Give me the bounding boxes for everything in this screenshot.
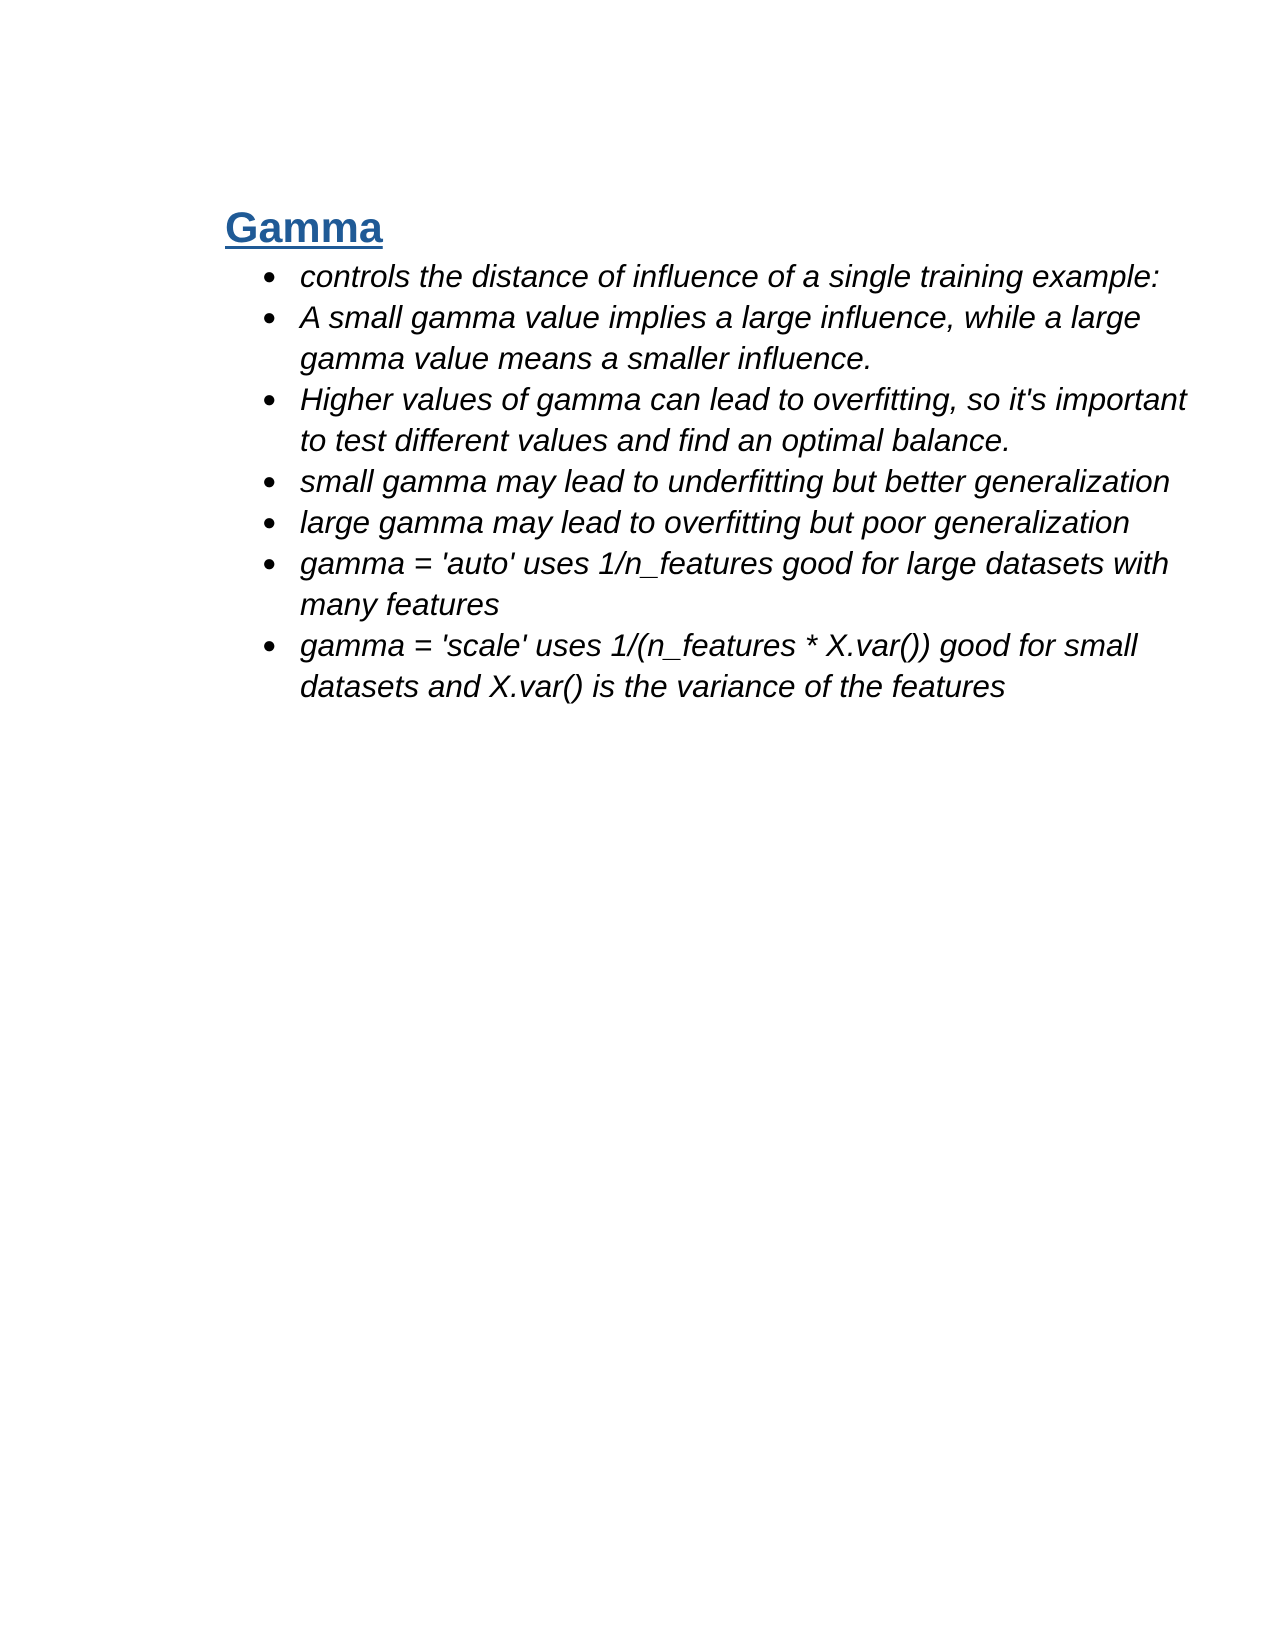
bullet-icon: ● bbox=[262, 550, 277, 577]
list-item bbox=[262, 625, 1220, 707]
bullet-list bbox=[262, 256, 1220, 707]
list-item bbox=[262, 502, 1220, 543]
list-item bbox=[262, 543, 1220, 625]
list-item bbox=[262, 256, 1220, 297]
page-title: Gamma bbox=[225, 204, 383, 252]
list-item-text: Higher values of gamma can lead to overfitting, so it's important to test different values and find an optimal balance. bbox=[300, 381, 1187, 458]
list-item-text: A small gamma value implies a large influence, while a large gamma value means a smaller influence. bbox=[300, 299, 1141, 376]
list-item-text: large gamma may lead to overfitting but poor generalization bbox=[300, 504, 1130, 540]
list-item-text: gamma = 'scale' uses 1/(n_features * X.var()) good for small datasets and X.var() is the variance of the features bbox=[300, 627, 1138, 704]
bullet-icon: ● bbox=[262, 509, 277, 536]
list-item bbox=[262, 297, 1220, 379]
bullet-icon: ● bbox=[262, 632, 277, 659]
bullet-icon: ● bbox=[262, 386, 277, 413]
bullet-icon: ● bbox=[262, 304, 277, 331]
list-item bbox=[262, 379, 1220, 461]
list-item bbox=[262, 461, 1220, 502]
list-item-text: small gamma may lead to underfitting but better generalization bbox=[300, 463, 1171, 499]
list-item-text: controls the distance of influence of a single training example: bbox=[300, 258, 1160, 294]
bullet-icon: ● bbox=[262, 263, 277, 290]
bullet-icon: ● bbox=[262, 468, 277, 495]
list-item-text: gamma = 'auto' uses 1/n_features good for large datasets with many features bbox=[300, 545, 1170, 622]
